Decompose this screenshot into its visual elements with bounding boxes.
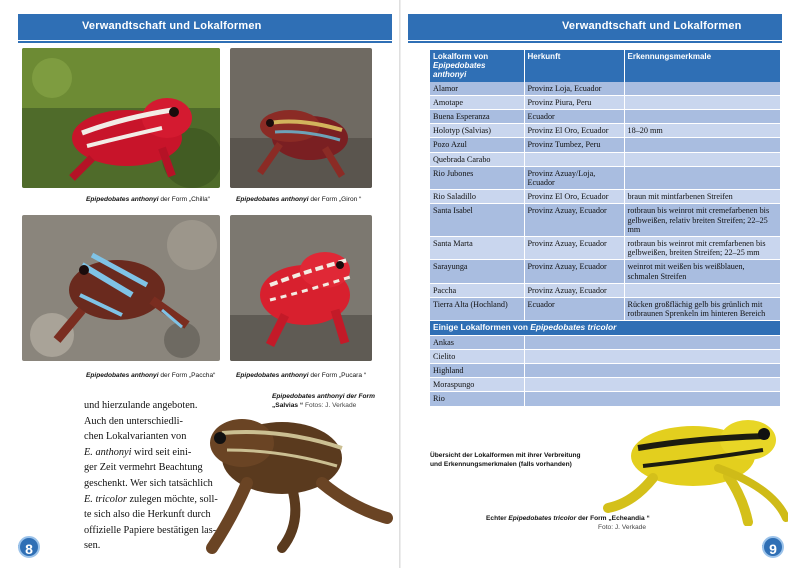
cell-features: rotbraun bis weinrot mit cremfarbenen bis gelbweißen, breiten Streifen; 22–25 mm [624, 237, 780, 260]
tricolor-rows [430, 335, 780, 406]
body-species: E. anthonyi [84, 446, 132, 458]
right-header-title: Verwandtschaft und Lokalformen [562, 20, 742, 32]
caption-salvias-credit: Fotos: J. Verkade [305, 402, 357, 409]
page-number-left: 8 [18, 536, 40, 558]
table-row [430, 110, 780, 124]
caption-salvias-line2: „Salvias “ [272, 402, 304, 409]
cell-form: Santa Marta [430, 237, 524, 260]
right-page-header [408, 14, 782, 40]
cell-origin: Provinz El Oro, Ecuador [524, 190, 624, 204]
body-line: ger Zeit vermehrt Beachtung [84, 462, 203, 474]
tricolor-heading-species: Epipedobates tricolor [530, 322, 617, 333]
body-line: Auch den unterschiedli- [84, 415, 183, 427]
caption-salvias [272, 392, 392, 410]
cell-form: Ankas [430, 335, 524, 349]
cell-empty [524, 349, 780, 363]
cell-form: Holotyp (Salvias) [430, 124, 524, 138]
column-header-form [430, 50, 524, 82]
cell-features [624, 166, 780, 189]
cell-form: Sarayunga [430, 260, 524, 283]
photo-chilla [22, 48, 220, 188]
body-line: sen. [84, 540, 101, 552]
cell-empty [524, 378, 780, 392]
table-row [430, 166, 780, 189]
tricolor-section-row [430, 321, 780, 335]
cell-origin: Provinz Tumbez, Peru [524, 138, 624, 152]
cell-features [624, 152, 780, 166]
caption-chilla [86, 195, 210, 204]
cell-origin: Provinz Piura, Peru [524, 95, 624, 109]
cell-origin: Provinz Azuay/Loja, Ecuador [524, 166, 624, 189]
cell-form: Pozo Azul [430, 138, 524, 152]
left-page-header [18, 14, 392, 40]
caption-echeandia [486, 514, 650, 523]
frog-pucara-image [230, 215, 372, 361]
table-row [430, 237, 780, 260]
frog-paccha-image [22, 215, 220, 361]
body-line: und hierzulande angeboten. [84, 400, 198, 411]
caption-paccha [86, 371, 215, 380]
caption-salvias-line1: Epipedobates anthonyi der Form [272, 393, 375, 400]
caption-giron-species: Epipedobates anthonyi [236, 196, 309, 203]
caption-giron [236, 195, 361, 204]
table-row [430, 204, 780, 237]
cell-origin: Provinz El Oro, Ecuador [524, 124, 624, 138]
cell-form: Buena Esperanza [430, 110, 524, 124]
table-row [430, 124, 780, 138]
tricolor-heading-prefix: Einige Lokalformen von [433, 322, 531, 333]
cell-origin: Provinz Azuay, Ecuador [524, 204, 624, 237]
cell-empty [524, 335, 780, 349]
cell-form: Amotape [430, 95, 524, 109]
caption-paccha-species: Epipedobates anthonyi [86, 372, 159, 379]
photo-giron [230, 48, 372, 188]
cell-features: braun mit mintfarbenen Streifen [624, 190, 780, 204]
cell-origin: Ecuador [524, 298, 624, 321]
body-line: chen Lokalvarianten von [84, 431, 187, 443]
tricolor-section-heading [430, 321, 780, 335]
caption-pucara-species: Epipedobates anthonyi [236, 372, 309, 379]
table-row [430, 95, 780, 109]
cell-form: Rio Jubones [430, 166, 524, 189]
cell-features [624, 95, 780, 109]
gutter [399, 0, 401, 568]
cell-origin: Ecuador [524, 110, 624, 124]
cell-form: Santa Isabel [430, 204, 524, 237]
cell-features [624, 138, 780, 152]
table-caption-line1: Übersicht der Lokalformen mit ihrer Verbreitung [430, 452, 581, 459]
cell-form: Paccha [430, 283, 524, 297]
cell-features: Rücken großflächig gelb bis grünlich mit rotbraunen Sprenkeln im hinteren Bereich [624, 298, 780, 321]
caption-pucara [236, 371, 366, 380]
frog-echeandia-image [598, 398, 788, 526]
cell-features: 18–20 mm [624, 124, 780, 138]
cell-features: weinrot mit weißen bis weißblauen, schmalen Streifen [624, 260, 780, 283]
cell-form: Alamor [430, 82, 524, 96]
left-header-square [18, 30, 28, 40]
localforms-table [430, 50, 781, 407]
cell-form: Moraspungo [430, 378, 524, 392]
cell-form: Highland [430, 364, 524, 378]
caption-echeandia-form: der Form „Echeandia “ [576, 515, 650, 522]
table-row [430, 335, 780, 349]
frog-salvias-image [192, 388, 397, 556]
table-row [430, 283, 780, 297]
cell-origin: Provinz Azuay, Ecuador [524, 260, 624, 283]
table-row [430, 349, 780, 363]
table-row [430, 364, 780, 378]
cell-form: Rio Saladillo [430, 190, 524, 204]
cell-origin: Provinz Azuay, Ecuador [524, 283, 624, 297]
table-caption [430, 451, 581, 469]
table-caption-line2: und Erkennungsmerkmalen (falls vorhanden) [430, 461, 572, 468]
body-line: offizielle Papiere bestätigen las- [84, 524, 217, 536]
cell-form: Quebrada Carabo [430, 152, 524, 166]
cell-form: Cielito [430, 349, 524, 363]
table-row [430, 378, 780, 392]
left-header-title: Verwandtschaft und Lokalformen [82, 20, 262, 32]
caption-giron-form: der Form „Giron “ [308, 196, 362, 203]
caption-echeandia-species: Epipedobates tricolor [508, 515, 577, 522]
table-row [430, 260, 780, 283]
cell-features: rotbraun bis weinrot mit cremefarbenen bis gelbweißen, relativ breiten Streifen; 22–25 mm [624, 204, 780, 237]
body-text-fragment: zulegen möchte, soll- [126, 493, 218, 505]
column-header-form-label: Lokalform von [433, 52, 489, 61]
caption-chilla-form: der Form „Chilla“ [158, 196, 210, 203]
table-row [430, 298, 780, 321]
cell-features [624, 82, 780, 96]
column-header-features: Erkennungsmerkmale [624, 50, 780, 82]
caption-echeandia-prefix: Echter [486, 515, 509, 522]
caption-paccha-form: der Form „Paccha“ [158, 372, 216, 379]
body-line: geschenkt. Wer sich tatsächlich [84, 477, 213, 489]
caption-chilla-species: Epipedobates anthonyi [86, 196, 159, 203]
table-header-row [430, 50, 780, 82]
caption-pucara-form: der Form „Pucara “ [308, 372, 367, 379]
right-header-square [772, 30, 782, 40]
cell-form: Rio [430, 392, 524, 406]
table-row [430, 152, 780, 166]
caption-echeandia-credit: Foto: J. Verkade [598, 524, 647, 531]
page-number-right: 9 [762, 536, 784, 558]
photo-pucara [230, 215, 372, 361]
column-header-form-species: Epipedobates anthonyi [433, 61, 486, 80]
body-species: E. tricolor [84, 493, 127, 505]
table-row [430, 138, 780, 152]
photo-paccha [22, 215, 220, 361]
cell-features [624, 110, 780, 124]
anthonyi-rows [430, 82, 780, 321]
cell-features [624, 283, 780, 297]
table-row [430, 82, 780, 96]
cell-form: Tierra Alta (Hochland) [430, 298, 524, 321]
column-header-origin: Herkunft [524, 50, 624, 82]
body-text-fragment: wird seit eini- [131, 446, 192, 458]
cell-origin: Provinz Loja, Ecuador [524, 82, 624, 96]
cell-empty [524, 364, 780, 378]
cell-origin [524, 152, 624, 166]
frog-giron-image [230, 48, 372, 188]
cell-origin: Provinz Azuay, Ecuador [524, 237, 624, 260]
table-row [430, 190, 780, 204]
frog-chilla-image [22, 48, 220, 188]
body-line: te sich also die Herkunft durch [84, 509, 211, 521]
